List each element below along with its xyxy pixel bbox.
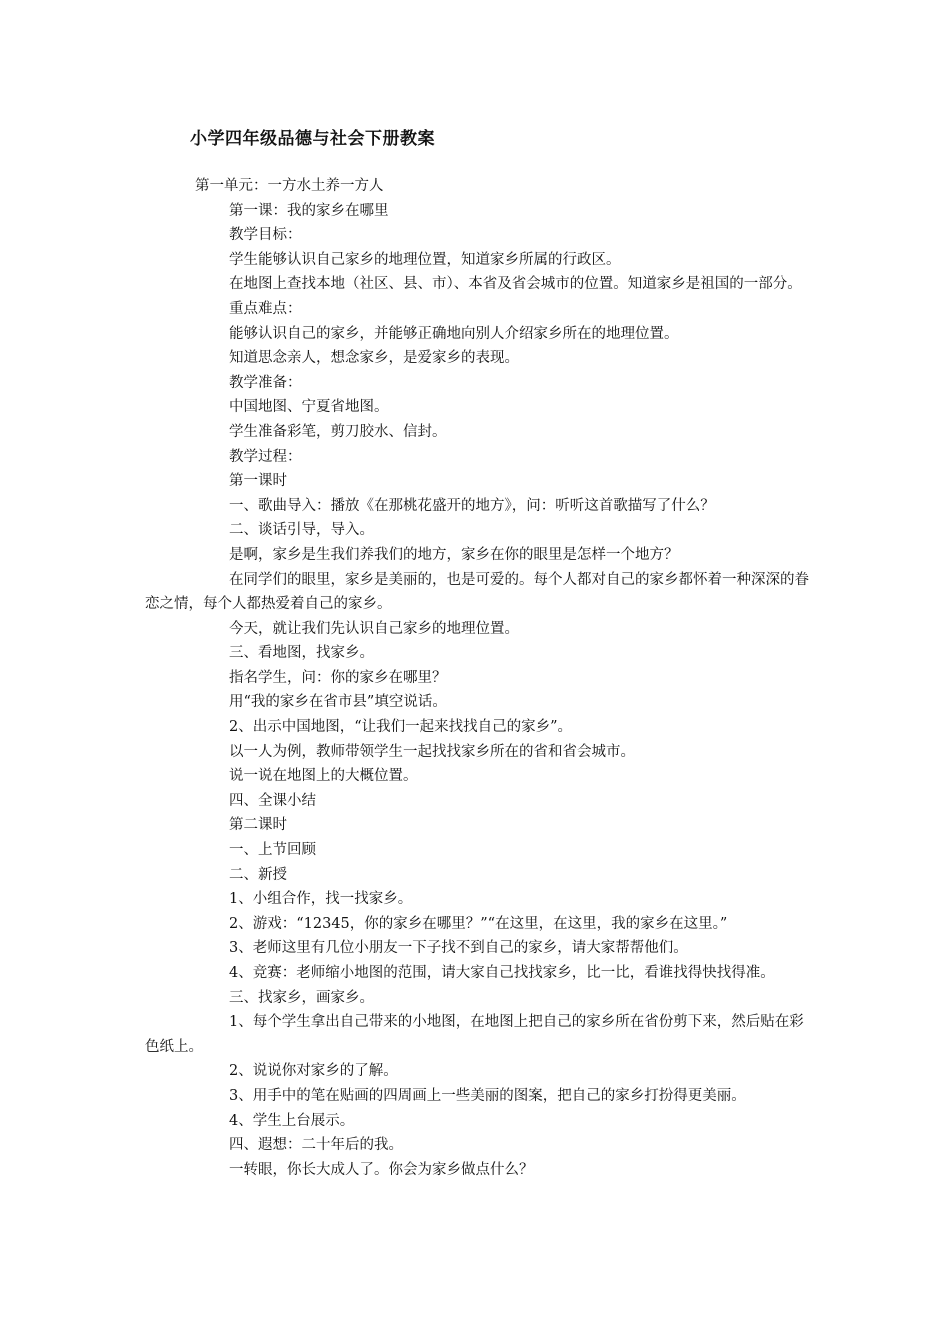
paragraph-line: 在同学们的眼里，家乡是美丽的，也是可爱的。每个人都对自己的家乡都怀着一种深深的眷恋之情，每个人都热爱着自己的家乡。: [145, 571, 809, 613]
paragraph-line: 二、新授: [229, 866, 287, 883]
paragraph-line: 2、说说你对家乡的了解。: [229, 1063, 398, 1080]
paragraph-line: 中国地图、宁夏省地图。: [229, 399, 389, 416]
paragraph-line: 是啊，家乡是生我们养我们的地方，家乡在你的眼里是怎样一个地方？: [229, 546, 679, 563]
paragraph-line: 教学过程：: [229, 448, 302, 465]
paragraph-line: 教学准备：: [229, 374, 302, 391]
paragraph-line: 4、竞赛：老师缩小地图的范围，请大家自己找找家乡，比一比，看谁找得快找得准。: [229, 965, 775, 981]
paragraph-line: 指名学生，问：你的家乡在哪里？: [229, 669, 447, 686]
paragraph-line: 三、找家乡，画家乡。: [229, 989, 374, 1006]
paragraph-line: 一、歌曲导入：播放《在那桃花盛开的地方》，问：听听这首歌描写了什么？: [229, 497, 715, 514]
paragraph-line: 二、谈话引导，导入。: [229, 522, 374, 539]
paragraph-line: 3、老师这里有几位小朋友一下子找不到自己的家乡，请大家帮帮他们。: [229, 940, 688, 957]
paragraph-line: 以一人为例，教师带领学生一起找找家乡所在的省和省会城市。: [229, 743, 635, 760]
paragraph-line: 三、看地图，找家乡。: [229, 645, 374, 662]
paragraph-line: 第二课时: [229, 817, 287, 834]
paragraph-line: 教学目标：: [229, 227, 302, 244]
unit-heading: 第一单元：一方水土养一方人: [195, 178, 384, 194]
paragraph-line: 4、学生上台展示。: [229, 1112, 355, 1129]
paragraph-line: 在地图上查找本地（社区、县、市）、本省及省会城市的位置。知道家乡是祖国的一部分。: [229, 276, 802, 293]
paragraph-line: 1、每个学生拿出自己带来的小地图，在地图上把自己的家乡所在省份剪下来，然后贴在彩色纸上。: [145, 1014, 804, 1055]
paragraph-line: 能够认识自己的家乡，并能够正确地向别人介绍家乡所在的地理位置。: [229, 325, 679, 342]
paragraph-line: 知道思念亲人，想念家乡，是爱家乡的表现。: [229, 350, 519, 367]
paragraph-line: 四、遐想：二十年后的我。: [229, 1137, 403, 1154]
paragraph-line: 第一课时: [229, 473, 287, 490]
paragraph-line: 2、游戏：“12345，你的家乡在哪里？”“在这里，在这里，我的家乡在这里。”: [229, 915, 728, 932]
document-body: [145, 174, 810, 1182]
paragraph-line: 3、用手中的笔在贴画的四周画上一些美丽的图案，把自己的家乡打扮得更美丽。: [229, 1087, 746, 1104]
paragraph-line: 1、小组合作，找一找家乡。: [229, 891, 413, 908]
paragraph-line: 用“我的家乡在省市县”填空说话。: [229, 694, 447, 711]
paragraph-line: 学生准备彩笔，剪刀胶水、信封。: [229, 423, 447, 440]
paragraph-line: 学生能够认识自己家乡的地理位置，知道家乡所属的行政区。: [229, 251, 621, 268]
paragraph-line: 一、上节回顾: [229, 842, 316, 859]
paragraph-line: 说一说在地图上的大概位置。: [229, 768, 418, 785]
document-title: 小学四年级品德与社会下册教案: [190, 129, 435, 149]
paragraph-line: 重点难点：: [229, 300, 302, 317]
paragraph-line: 2、出示中国地图，“让我们一起来找找自己的家乡”。: [229, 719, 573, 736]
paragraph-line: 第一课：我的家乡在哪里: [229, 202, 389, 219]
paragraph-line: 今天，就让我们先认识自己家乡的地理位置。: [229, 620, 519, 637]
paragraph-line: 四、全课小结: [229, 792, 316, 809]
paragraph-line: 一转眼，你长大成人了。你会为家乡做点什么？: [229, 1161, 534, 1178]
